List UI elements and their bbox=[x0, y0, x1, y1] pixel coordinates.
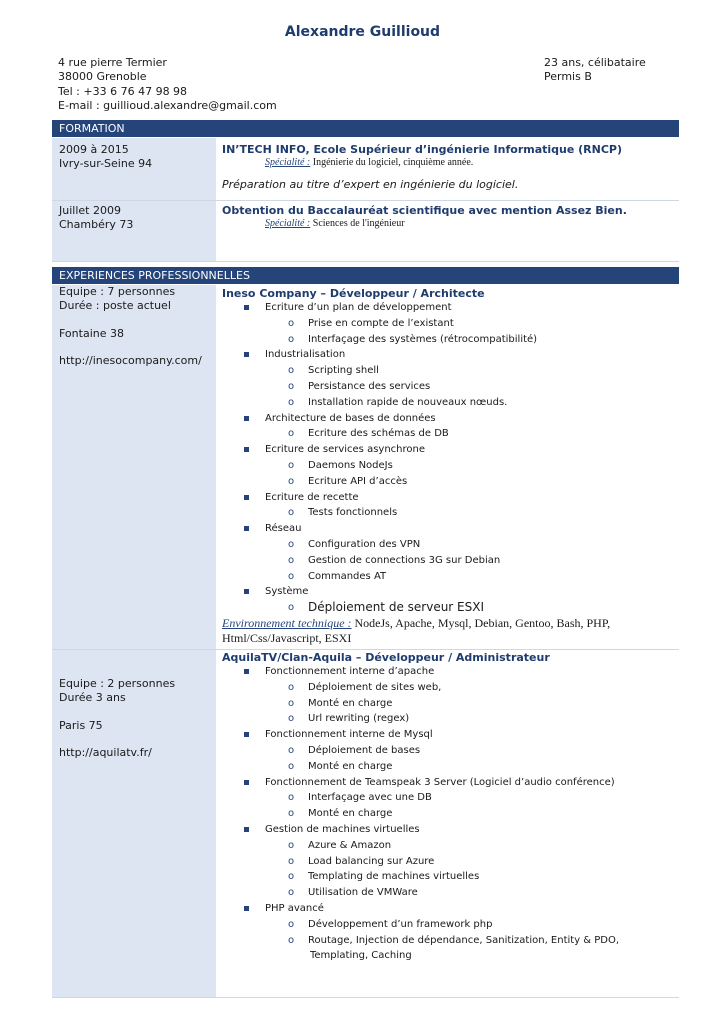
divider bbox=[52, 649, 679, 650]
list-item: o Monté en charge bbox=[265, 759, 677, 775]
job-title: AquilaTV/Clan-Aquila – Développeur / Administrateur bbox=[222, 651, 550, 664]
circle-bullet-icon: o bbox=[288, 333, 295, 345]
experiences-sidebar bbox=[52, 285, 216, 998]
list-item: o Interfaçage des systèmes (rétrocompatibilité) bbox=[265, 332, 677, 348]
formation-date: Juillet 2009 bbox=[59, 204, 121, 217]
circle-bullet-icon: o bbox=[288, 713, 295, 725]
square-bullet-icon bbox=[244, 732, 249, 737]
square-bullet-icon bbox=[244, 447, 249, 452]
circle-bullet-icon: o bbox=[288, 554, 295, 566]
square-bullet-icon bbox=[244, 669, 249, 674]
formation-title: IN’TECH INFO, Ecole Supérieur d’ingénierie Informatique (RNCP) bbox=[222, 143, 623, 156]
square-bullet-icon bbox=[244, 780, 249, 785]
list-item: o Commandes AT bbox=[265, 569, 677, 585]
list-item: o Scripting shell bbox=[265, 363, 677, 379]
tech-env-text: NodeJs, Apache, Mysql, Debian, Gentoo, Bash, PHP, bbox=[351, 615, 611, 630]
list-item: o Gestion de connections 3G sur Debian bbox=[265, 553, 677, 569]
formation-entry-meta bbox=[59, 204, 133, 233]
circle-bullet-icon: o bbox=[288, 317, 295, 329]
circle-bullet-icon: o bbox=[288, 839, 295, 851]
list-item: Ecriture d’un plan de développement o Prise en compte de l’existant o Interfaçage des systèmes (rétrocompatibilité) bbox=[222, 300, 677, 347]
square-bullet-icon bbox=[244, 526, 249, 531]
list-item: o Ecriture API d’accès bbox=[265, 474, 677, 490]
list-item: PHP avancé o Développement d’un framework php o Routage, Injection de dépendance, Sanitization, Entity & PDO, Templating, Caching bbox=[222, 901, 677, 964]
job-team: Equipe : 7 personnes bbox=[59, 285, 176, 298]
square-bullet-icon bbox=[244, 352, 249, 357]
list-item: o Ecriture des schémas de DB bbox=[265, 426, 677, 442]
list-item: o Déploiement de sites web, bbox=[265, 680, 677, 696]
job-city: Paris 75 bbox=[59, 718, 103, 732]
specialty-label: Spécialité : bbox=[265, 218, 311, 229]
job-duration: Durée : poste actuel bbox=[59, 299, 171, 313]
formation-entry-meta bbox=[59, 143, 152, 172]
list-item: o Url rewriting (regex) bbox=[265, 711, 677, 727]
circle-bullet-icon: o bbox=[288, 855, 295, 867]
job-details bbox=[222, 287, 677, 647]
list-item: o Tests fonctionnels bbox=[265, 505, 677, 521]
license: Permis B bbox=[544, 70, 592, 84]
list-item: o Monté en charge bbox=[265, 806, 677, 822]
circle-bullet-icon: o bbox=[288, 681, 295, 693]
list-item: o Configuration des VPN bbox=[265, 537, 677, 553]
age-status: 23 ans, célibataire bbox=[544, 56, 646, 69]
circle-bullet-icon: o bbox=[288, 459, 295, 471]
list-item: o Routage, Injection de dépendance, Sanitization, Entity & PDO, bbox=[265, 933, 677, 949]
personal-info-block bbox=[544, 56, 646, 85]
formation-specialty bbox=[222, 156, 677, 170]
square-bullet-icon bbox=[244, 495, 249, 500]
formation-entry bbox=[222, 143, 677, 191]
circle-bullet-icon: o bbox=[288, 808, 295, 820]
circle-bullet-icon: o bbox=[288, 475, 295, 487]
circle-bullet-icon: o bbox=[288, 871, 295, 883]
list-item: o Prise en compte de l’existant bbox=[265, 316, 677, 332]
square-bullet-icon bbox=[244, 906, 249, 911]
divider bbox=[52, 997, 679, 998]
contact-block bbox=[58, 56, 277, 113]
list-item: o Load balancing sur Azure bbox=[265, 854, 677, 870]
circle-bullet-icon: o bbox=[288, 538, 295, 550]
list-item: Architecture de bases de données o Ecriture des schémas de DB bbox=[222, 411, 677, 443]
formation-place: Ivry-sur-Seine 94 bbox=[59, 157, 153, 171]
list-item: Industrialisation o Scripting shell o Persistance des services o Installation rapide de nouveaux nœuds. bbox=[222, 347, 677, 410]
circle-bullet-icon: o bbox=[288, 792, 295, 804]
list-item: Réseau o Configuration des VPN o Gestion de connections 3G sur Debian o Commandes AT bbox=[222, 521, 677, 584]
circle-bullet-icon: o bbox=[288, 918, 295, 930]
experiences-heading: EXPERIENCES PROFESSIONNELLES bbox=[59, 269, 250, 282]
experiences-heading-band bbox=[52, 267, 679, 284]
circle-bullet-icon: o bbox=[288, 697, 295, 709]
formation-heading-band bbox=[52, 120, 679, 137]
candidate-name: Alexandre Guillioud bbox=[284, 24, 441, 40]
list-item: o Développement d’un framework php bbox=[265, 917, 677, 933]
circle-bullet-icon: o bbox=[288, 396, 295, 408]
circle-bullet-icon: o bbox=[288, 760, 295, 772]
list-item: o Interfaçage avec une DB bbox=[265, 790, 677, 806]
list-item: Système o Déploiement de serveur ESXI bbox=[222, 584, 677, 616]
square-bullet-icon bbox=[244, 305, 249, 310]
list-item: o Azure & Amazon bbox=[265, 838, 677, 854]
city-line: 38000 Grenoble bbox=[58, 70, 147, 84]
list-item bbox=[265, 948, 677, 964]
tech-env-text: Html/Css/Javascript, ESXI bbox=[222, 631, 352, 646]
email-line[interactable]: E-mail : guillioud.alexandre@gmail.com bbox=[58, 98, 277, 112]
specialty-text: Ingénierie du logiciel, cinquième année. bbox=[310, 157, 474, 168]
job-title: Ineso Company – Développeur / Architecte bbox=[222, 287, 485, 300]
formation-heading: FORMATION bbox=[59, 122, 125, 135]
specialty-label: Spécialité : bbox=[265, 157, 311, 168]
continuation-line: Templating, Caching bbox=[310, 950, 412, 962]
circle-bullet-icon: o bbox=[288, 602, 295, 614]
formation-date: 2009 à 2015 bbox=[59, 143, 129, 156]
circle-bullet-icon: o bbox=[288, 365, 295, 377]
list-item: Fonctionnement interne de Mysql o Déploiement de bases o Monté en charge bbox=[222, 727, 677, 774]
job-city: Fontaine 38 bbox=[59, 326, 124, 340]
list-item: Ecriture de recette o Tests fonctionnels bbox=[222, 490, 677, 522]
formation-entry bbox=[222, 204, 677, 231]
list-item: Fonctionnement interne d’apache o Déploiement de sites web, o Monté en charge o Url rewriting (regex) bbox=[222, 664, 677, 727]
circle-bullet-icon: o bbox=[288, 744, 295, 756]
list-item: o Daemons NodeJs bbox=[265, 458, 677, 474]
list-item: o Déploiement de serveur ESXI bbox=[288, 600, 485, 615]
list-item: o Installation rapide de nouveaux nœuds. bbox=[265, 395, 677, 411]
job-url-link[interactable]: http://inesocompany.com/ bbox=[59, 353, 202, 367]
list-item: o Déploiement de bases bbox=[265, 743, 677, 759]
job-duration: Durée 3 ans bbox=[59, 691, 126, 705]
circle-bullet-icon: o bbox=[288, 380, 295, 392]
list-item: o Monté en charge bbox=[265, 696, 677, 712]
list-item: Fonctionnement de Teamspeak 3 Server (Logiciel d’audio conférence) o Interfaçage avec une DB o Monté en charge bbox=[222, 775, 677, 822]
tech-environment bbox=[222, 616, 677, 647]
circle-bullet-icon: o bbox=[288, 934, 295, 946]
formation-note: Préparation au titre d’expert en ingénierie du logiciel. bbox=[222, 178, 519, 191]
divider bbox=[52, 261, 679, 262]
job-url-link[interactable]: http://aquilatv.fr/ bbox=[59, 745, 152, 759]
phone-line: Tel : +33 6 76 47 98 98 bbox=[58, 84, 188, 98]
divider bbox=[52, 200, 679, 201]
square-bullet-icon bbox=[244, 827, 249, 832]
square-bullet-icon bbox=[244, 416, 249, 421]
circle-bullet-icon: o bbox=[288, 887, 295, 899]
job-task-list bbox=[222, 300, 677, 616]
list-item: Ecriture de services asynchrone o Daemons NodeJs o Ecriture API d’accès bbox=[222, 442, 677, 489]
job-team: Equipe : 2 personnes bbox=[59, 677, 176, 690]
job-meta bbox=[59, 285, 202, 368]
list-item: o Templating de machines virtuelles bbox=[265, 869, 677, 885]
job-task-list bbox=[222, 664, 677, 964]
list-item: Gestion de machines virtuelles o Azure & Amazon o Load balancing sur Azure o Templating de machines virtuelles o Utilisation de VMWare bbox=[222, 822, 677, 901]
formation-place: Chambéry 73 bbox=[59, 218, 134, 232]
formation-title: Obtention du Baccalauréat scientifique avec mention Assez Bien. bbox=[222, 204, 627, 217]
specialty-text: Sciences de l'ingénieur bbox=[310, 218, 405, 229]
circle-bullet-icon: o bbox=[288, 428, 295, 440]
square-bullet-icon bbox=[244, 589, 249, 594]
list-item: o Utilisation de VMWare bbox=[265, 885, 677, 901]
tech-env-label: Environnement technique : bbox=[222, 615, 352, 630]
job-meta bbox=[59, 677, 175, 760]
circle-bullet-icon: o bbox=[288, 570, 295, 582]
formation-specialty bbox=[222, 217, 677, 231]
circle-bullet-icon: o bbox=[288, 507, 295, 519]
address-line: 4 rue pierre Termier bbox=[58, 56, 167, 69]
job-details bbox=[222, 651, 677, 964]
list-item: o Persistance des services bbox=[265, 379, 677, 395]
